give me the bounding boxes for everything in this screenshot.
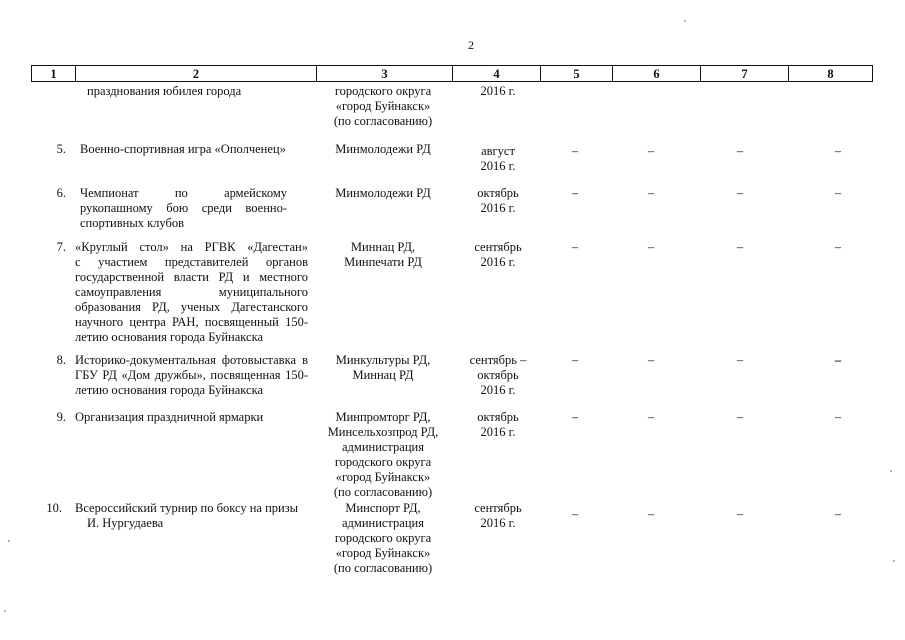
event-line: самоуправления муниципального — [75, 285, 308, 299]
dash-cell: – — [736, 186, 744, 200]
dash-cell: – — [647, 240, 655, 254]
responsible-cell — [316, 353, 450, 383]
row-number: 8. — [56, 353, 66, 367]
responsible-cell — [316, 142, 450, 157]
responsible-cell — [316, 240, 450, 270]
column-header-5: 5 — [541, 66, 613, 82]
responsible-line: администрация — [342, 440, 424, 454]
event-cell — [75, 501, 308, 531]
responsible-line: Минмолодежи РД — [335, 186, 431, 200]
row-number: 5. — [56, 142, 66, 156]
date-line: 2016 г. — [480, 255, 516, 269]
scan-speck — [684, 20, 686, 22]
responsible-cell — [316, 84, 450, 129]
dash-cell: – — [571, 144, 579, 158]
responsible-line: Минпромторг РД, — [335, 410, 431, 424]
responsible-line: Минмолодежи РД — [335, 142, 431, 156]
column-header-6: 6 — [613, 66, 701, 82]
event-line: образования РД, ученых Дагестанского — [75, 300, 308, 314]
column-header-row — [31, 65, 873, 82]
dash-cell: – — [834, 240, 842, 254]
dash-cell: – — [571, 410, 579, 424]
event-line: Историко-документальная фотовыставка в — [75, 353, 308, 367]
responsible-cell — [316, 410, 450, 500]
responsible-line: «город Буйнакск» — [335, 99, 431, 113]
date-cell — [458, 186, 538, 216]
dash-cell: – — [834, 410, 842, 424]
responsible-line: Минпечати РД — [344, 255, 422, 269]
dash-cell: – — [647, 410, 655, 424]
page-number: 2 — [468, 38, 474, 52]
dash-cell: – — [834, 186, 842, 200]
event-cell — [75, 240, 308, 345]
dash-cell: – — [571, 507, 579, 521]
event-cell — [75, 410, 308, 425]
dash-cell: – — [571, 353, 579, 367]
scan-speck — [4, 610, 6, 612]
event-cell — [75, 84, 308, 99]
responsible-line: (по согласованию) — [333, 561, 433, 575]
event-line: Военно-спортивная игра «Ополченец» — [80, 142, 286, 156]
event-line: Чемпионат по армейскому — [80, 186, 287, 200]
responsible-line: «город Буйнакск» — [335, 470, 431, 484]
dash-cell: – — [647, 144, 655, 158]
date-line: 2016 г. — [480, 84, 516, 98]
dash-cell: – — [571, 240, 579, 254]
responsible-line: городского округа — [334, 84, 432, 98]
dash-cell: – — [647, 507, 655, 521]
event-cell — [80, 142, 313, 157]
scan-speck — [893, 560, 895, 562]
date-line: 2016 г. — [480, 383, 516, 397]
event-line: «Круглый стол» на РГВК «Дагестан» — [75, 240, 308, 254]
event-line: ГБУ РД «Дом дружбы», посвященная 150- — [75, 368, 308, 382]
date-cell — [458, 240, 538, 270]
dash-cell: – — [736, 507, 744, 521]
column-header-3: 3 — [317, 66, 453, 82]
dash-cell: – — [571, 186, 579, 200]
dash-cell: – — [647, 353, 655, 367]
event-cell — [80, 186, 287, 231]
event-line: празднования юбилея города — [87, 84, 242, 98]
date-line: октябрь — [477, 410, 519, 424]
date-line: 2016 г. — [480, 516, 516, 530]
date-cell — [458, 501, 538, 531]
event-line: научного центра РАН, посвященный 150- — [75, 315, 308, 329]
responsible-line: Миннац РД — [352, 368, 414, 382]
responsible-line: Минсельхозпрод РД, — [327, 425, 439, 439]
date-line: сентябрь — [474, 240, 522, 254]
dash-cell: – — [736, 144, 744, 158]
responsible-cell — [316, 186, 450, 201]
scan-speck — [8, 540, 10, 542]
event-line: Всероссийский турнир по боксу на призы — [75, 501, 299, 515]
responsible-line: (по согласованию) — [333, 485, 433, 499]
event-line: Организация праздничной ярмарки — [75, 410, 264, 424]
date-cell — [458, 353, 538, 398]
event-line: летию основания города Буйнакска — [75, 383, 264, 397]
date-cell — [458, 84, 538, 99]
dash-cell: – — [834, 507, 842, 521]
date-line: октябрь — [477, 368, 519, 382]
date-cell — [458, 410, 538, 440]
row-number: 6. — [56, 186, 66, 200]
column-header-4: 4 — [453, 66, 541, 82]
dash-cell: – — [834, 353, 842, 367]
date-line: октябрь — [477, 186, 519, 200]
row-number: 10. — [46, 501, 62, 515]
event-cell — [75, 353, 308, 398]
date-cell — [458, 144, 538, 174]
event-line: спортивных клубов — [80, 216, 184, 230]
date-line: 2016 г. — [480, 159, 516, 173]
responsible-line: городского округа — [334, 531, 432, 545]
column-header-1: 1 — [32, 66, 76, 82]
event-line: с участием представителей органов — [75, 255, 308, 269]
row-number: 7. — [56, 240, 66, 254]
column-header-7: 7 — [701, 66, 789, 82]
responsible-line: городского округа — [334, 455, 432, 469]
date-line: 2016 г. — [480, 201, 516, 215]
date-line: август — [481, 144, 515, 158]
date-line: сентябрь — [474, 501, 522, 515]
column-header-2: 2 — [76, 66, 317, 82]
dash-cell: – — [834, 144, 842, 158]
dash-cell: – — [647, 186, 655, 200]
scan-speck — [890, 470, 892, 472]
date-line: 2016 г. — [480, 425, 516, 439]
dash-cell: – — [736, 410, 744, 424]
responsible-line: (по согласованию) — [333, 114, 433, 128]
date-line: сентябрь – — [469, 353, 527, 367]
event-line: летию основания города Буйнакска — [75, 330, 264, 344]
responsible-line: Минкультуры РД, — [335, 353, 431, 367]
responsible-line: «город Буйнакск» — [335, 546, 431, 560]
event-line: рукопашному бою среди военно- — [80, 201, 287, 215]
event-line: государственной власти РД и местного — [75, 270, 308, 284]
responsible-cell — [316, 501, 450, 576]
dash-cell: – — [736, 353, 744, 367]
dash-cell: – — [736, 240, 744, 254]
responsible-line: администрация — [342, 516, 424, 530]
responsible-line: Миннац РД, — [350, 240, 416, 254]
responsible-line: Минспорт РД, — [345, 501, 421, 515]
row-number: 9. — [56, 410, 66, 424]
event-line: И. Нургудаева — [87, 516, 164, 530]
column-header-8: 8 — [789, 66, 873, 82]
